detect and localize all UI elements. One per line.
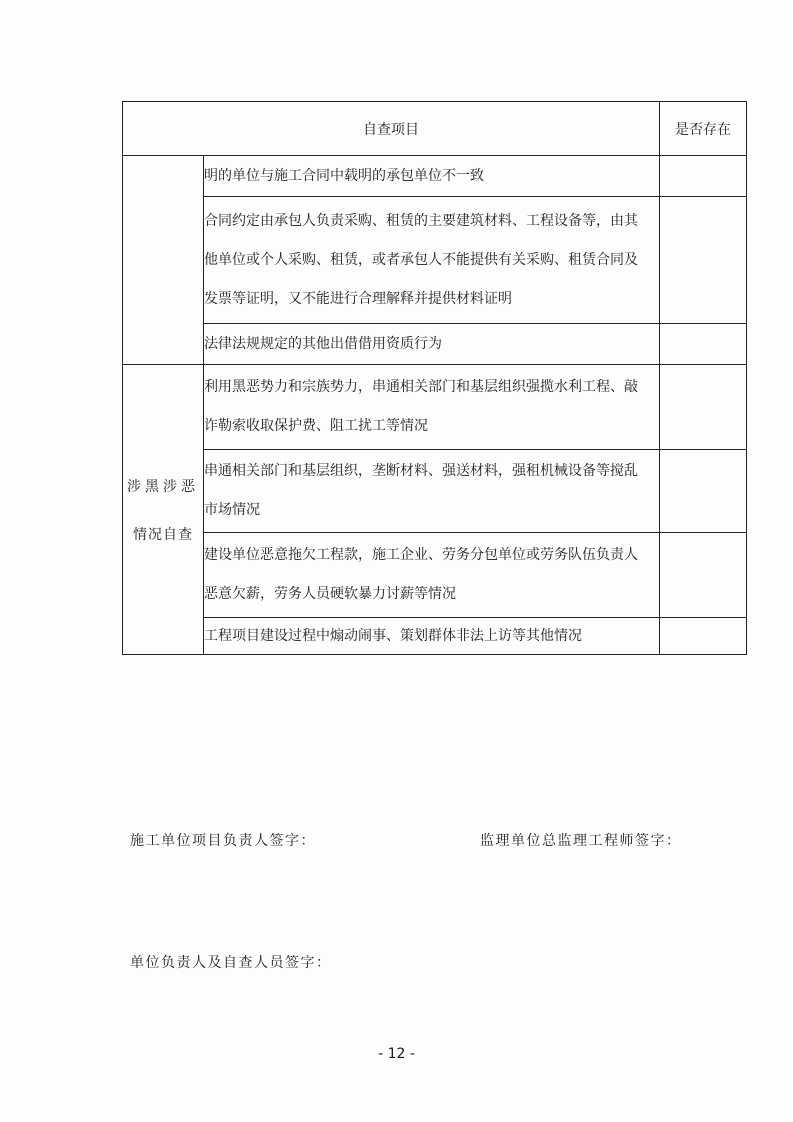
exists-cell[interactable] <box>660 533 747 618</box>
item-cell <box>204 533 660 618</box>
table-row <box>123 533 747 618</box>
category-cell-continued <box>123 156 204 365</box>
contractor-signature-label: 施工单位项目负责人签字： <box>130 833 316 849</box>
table-row <box>123 197 747 324</box>
header-self-check-item: 自查项目 <box>123 102 660 156</box>
item-cell <box>204 197 660 324</box>
exists-cell[interactable] <box>660 324 747 365</box>
self-check-table <box>122 101 747 655</box>
table-row <box>123 618 747 655</box>
item-cell <box>204 618 660 655</box>
unit-signature-label: 单位负责人及自查人员签字： <box>130 955 332 971</box>
table-row <box>123 365 747 450</box>
item-text: 工程项目建设过程中煽动闹事、策划群体非法上访等其他情况 <box>204 627 582 644</box>
item-text: 利用黑恶势力和宗族势力，串通相关部门和基层组织强揽水利工程、敲 <box>204 379 638 395</box>
table-row <box>123 156 747 197</box>
item-cell <box>204 450 660 533</box>
item-text: 合同约定由承包人负责采购、租赁的主要建筑材料、工程设备等，由其 <box>204 212 638 229</box>
item-text: 市场情况 <box>204 502 260 518</box>
category-label-line2: 情况自查 <box>133 526 193 543</box>
table-row <box>123 324 747 365</box>
item-text: 发票等证明，又不能进行合理解释并提供材料证明 <box>204 290 512 307</box>
supervisor-signature-label: 监理单位总监理工程师签字： <box>480 833 682 849</box>
category-cell <box>123 365 204 655</box>
exists-cell[interactable] <box>660 156 747 197</box>
exists-cell[interactable] <box>660 618 747 655</box>
exists-cell[interactable] <box>660 197 747 324</box>
item-cell <box>204 324 660 365</box>
table-header-row <box>123 102 747 156</box>
item-cell <box>204 365 660 450</box>
table-row <box>123 450 747 533</box>
item-text: 诈勒索收取保护费、阻工扰工等情况 <box>204 418 428 434</box>
page-number: - 12 - <box>378 1046 415 1062</box>
item-text: 恶意欠薪，劳务人员硬软暴力讨薪等情况 <box>204 586 456 602</box>
header-exists: 是否存在 <box>660 102 747 156</box>
item-text: 他单位或个人采购、租赁，或者承包人不能提供有关采购、租赁合同及 <box>204 251 638 268</box>
item-cell <box>204 156 660 197</box>
item-text: 明的单位与施工合同中载明的承包单位不一致 <box>204 167 484 184</box>
exists-cell[interactable] <box>660 365 747 450</box>
category-label-line1: 涉黑涉恶 <box>127 478 199 495</box>
item-text: 串通相关部门和基层组织，垄断材料、强送材料，强租机械设备等搅乱 <box>204 463 638 479</box>
exists-cell[interactable] <box>660 450 747 533</box>
item-text: 法律法规规定的其他出借借用资质行为 <box>204 335 442 352</box>
item-text: 建设单位恶意拖欠工程款，施工企业、劳务分包单位或劳务队伍负责人 <box>204 547 638 563</box>
